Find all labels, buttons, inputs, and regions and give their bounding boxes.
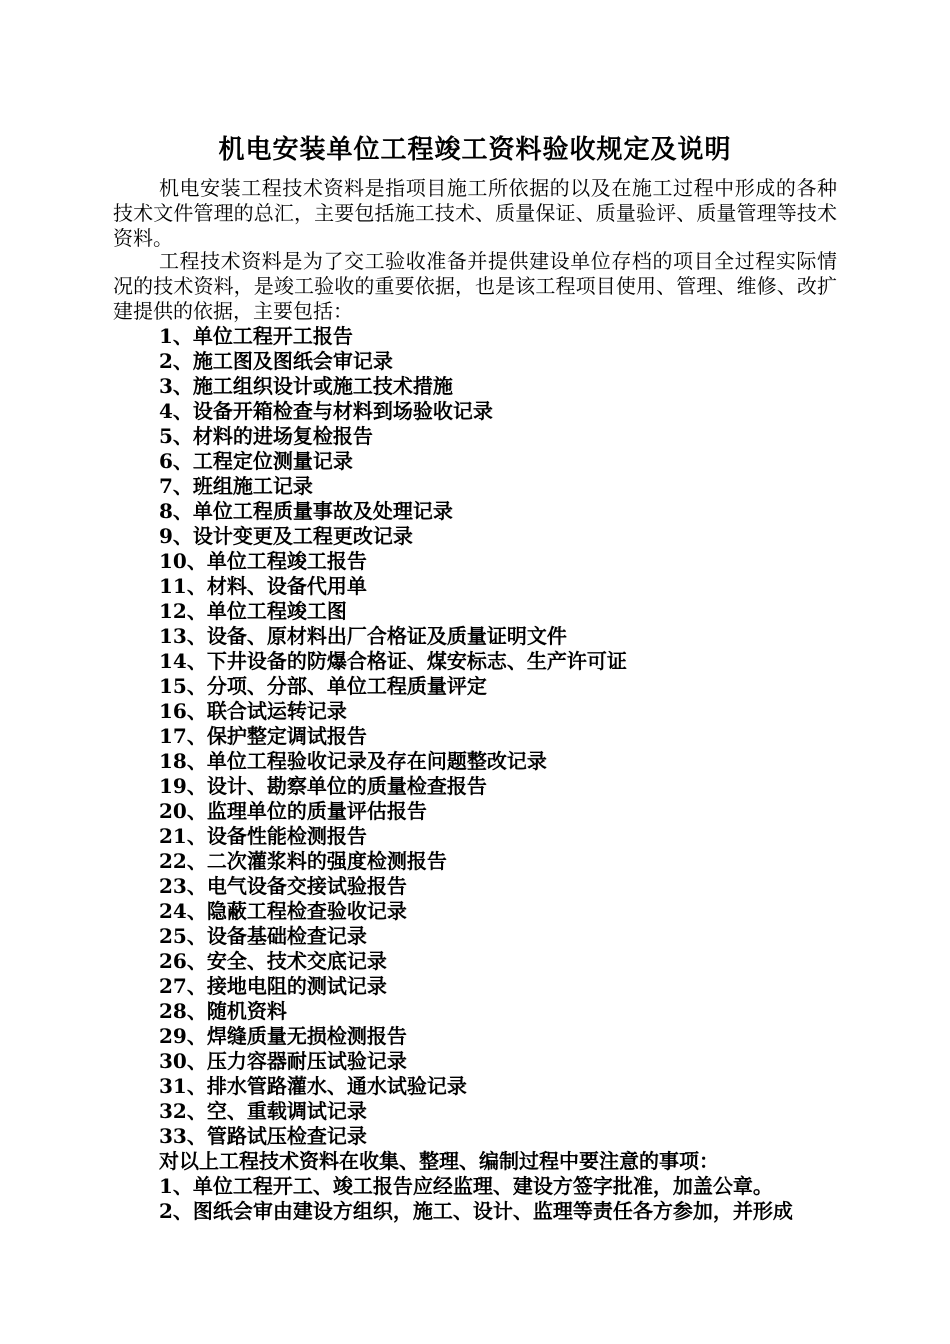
list-item: 13、设备、原材料出厂合格证及质量证明文件 (159, 624, 567, 648)
list-item: 30、压力容器耐压试验记录 (159, 1049, 407, 1073)
list-item: 3、施工组织设计或施工技术措施 (159, 374, 453, 398)
list-item: 16、联合试运转记录 (159, 699, 347, 723)
list-item: 33、管路试压检查记录 (159, 1124, 367, 1148)
list-item: 14、下井设备的防爆合格证、煤安标志、生产许可证 (159, 649, 627, 673)
list-item: 29、焊缝质量无损检测报告 (159, 1024, 407, 1048)
notes-list (159, 1174, 849, 1224)
list-item: 24、隐蔽工程检查验收记录 (159, 899, 407, 923)
list-item: 23、电气设备交接试验报告 (159, 874, 407, 898)
list-item: 1、单位工程开工报告 (159, 324, 353, 348)
list-item: 12、单位工程竣工图 (159, 599, 347, 623)
intro-paragraph: 机电安装工程技术资料是指项目施工所依据的以及在施工过程中形成的各种技术文件管理的总汇，主要包括施工技术、质量保证、质量验评、质量管理等技术资料。 (113, 176, 837, 250)
scope-paragraph: 工程技术资料是为了交工验收准备并提供建设单位存档的项目全过程实际情况的技术资料，是竣工验收的重要依据，也是该工程项目使用、管理、维修、改扩建提供的依据，主要包括： (113, 249, 837, 323)
list-item: 19、设计、勘察单位的质量检查报告 (159, 774, 487, 798)
note-item: 2、图纸会审由建设方组织，施工、设计、监理等责任各方参加，并形成 (159, 1199, 793, 1223)
note-item: 1、单位工程开工、竣工报告应经监理、建设方签字批准，加盖公章。 (159, 1174, 773, 1198)
list-item: 6、工程定位测量记录 (159, 449, 353, 473)
notes-heading: 对以上工程技术资料在收集、整理、编制过程中要注意的事项： (159, 1149, 719, 1173)
list-item: 25、设备基础检查记录 (159, 924, 367, 948)
list-item: 28、随机资料 (159, 999, 287, 1023)
list-item: 21、设备性能检测报告 (159, 824, 367, 848)
list-item: 8、单位工程质量事故及处理记录 (159, 499, 453, 523)
list-item: 22、二次灌浆料的强度检测报告 (159, 849, 447, 873)
list-item: 17、保护整定调试报告 (159, 724, 367, 748)
list-item: 4、设备开箱检查与材料到场验收记录 (159, 399, 493, 423)
list-item: 31、排水管路灌水、通水试验记录 (159, 1074, 467, 1098)
list-item: 26、安全、技术交底记录 (159, 949, 387, 973)
list-item: 11、材料、设备代用单 (159, 574, 367, 598)
list-item: 5、材料的进场复检报告 (159, 424, 373, 448)
list-item: 9、设计变更及工程更改记录 (159, 524, 413, 548)
list-item: 18、单位工程验收记录及存在问题整改记录 (159, 749, 547, 773)
list-item: 20、监理单位的质量评估报告 (159, 799, 427, 823)
list-item: 10、单位工程竣工报告 (159, 549, 367, 573)
list-item: 32、空、重载调试记录 (159, 1099, 367, 1123)
materials-list (159, 324, 849, 1149)
list-item: 27、接地电阻的测试记录 (159, 974, 387, 998)
list-item: 7、班组施工记录 (159, 474, 313, 498)
list-item: 2、施工图及图纸会审记录 (159, 349, 393, 373)
list-item: 15、分项、分部、单位工程质量评定 (159, 674, 487, 698)
document-title: 机电安装单位工程竣工资料验收规定及说明 (218, 135, 732, 165)
